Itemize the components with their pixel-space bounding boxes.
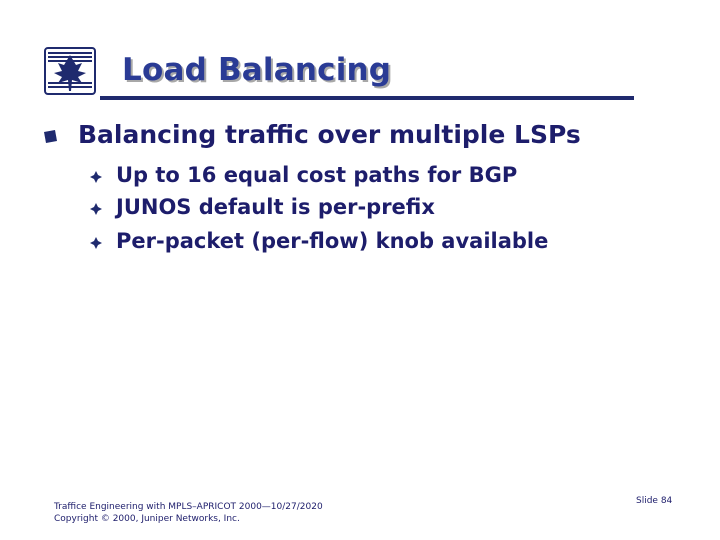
sub-bullet bbox=[90, 195, 650, 225]
sub-bullet bbox=[90, 229, 650, 259]
bullet-level1 bbox=[44, 120, 644, 152]
diamond-bullet-icon bbox=[90, 203, 102, 215]
footer-copyright-line: Copyright © 2000, Juniper Networks, Inc. bbox=[54, 514, 240, 524]
slide-footer bbox=[54, 501, 323, 525]
bullet-text: Balancing traffic over multiple LSPs bbox=[78, 120, 581, 149]
square-bullet-icon bbox=[44, 130, 57, 143]
sub-bullet-text: JUNOS default is per-prefix bbox=[116, 195, 435, 219]
title-underline-divider bbox=[100, 96, 634, 100]
footer-course-line: Traffice Engineering with MPLS–APRICOT 2000—10/27/2020 bbox=[54, 502, 323, 512]
slide-number: Slide 84 bbox=[636, 496, 673, 506]
diamond-bullet-icon bbox=[90, 237, 102, 249]
sub-bullet-text: Up to 16 equal cost paths for BGP bbox=[116, 163, 518, 187]
slide-title: Load Balancing bbox=[122, 52, 392, 88]
diamond-bullet-icon bbox=[90, 171, 102, 183]
juniper-tree-logo-icon bbox=[44, 47, 96, 95]
sub-bullet-text: Per-packet (per-flow) knob available bbox=[116, 229, 549, 253]
sub-bullet bbox=[90, 163, 650, 193]
